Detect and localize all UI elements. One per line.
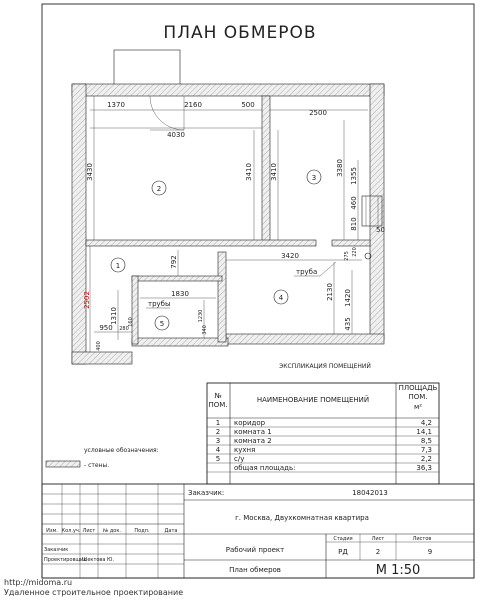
row-4-name: кухня bbox=[234, 446, 256, 454]
dim-50: 50 bbox=[376, 226, 385, 234]
header-area-line2: ПОМ. bbox=[408, 393, 428, 401]
room-1-number: 1 bbox=[115, 262, 121, 270]
col-doc: № док. bbox=[103, 528, 121, 534]
partition-bath-left bbox=[132, 276, 138, 344]
dim-792: 792 bbox=[170, 255, 178, 269]
watermark-url[interactable]: http://midoma.ru bbox=[4, 578, 73, 587]
dim-4030: 4030 bbox=[167, 131, 185, 139]
customer-value: 18042013 bbox=[352, 489, 388, 497]
explication-title: ЭКСПЛИКАЦИЯ ПОМЕЩЕНИЙ bbox=[279, 363, 371, 370]
pipe-label-1: труба bbox=[296, 268, 318, 276]
dim-3420: 3420 bbox=[281, 252, 299, 260]
col-data: Дата bbox=[164, 528, 178, 534]
row-5-no: 5 bbox=[215, 455, 221, 463]
dim-2500: 2500 bbox=[309, 109, 327, 117]
row-2-name: комната 1 bbox=[234, 428, 272, 436]
dim-3380: 3380 bbox=[336, 159, 344, 177]
partition-horizontal bbox=[86, 240, 316, 246]
dim-460: 460 bbox=[350, 196, 358, 210]
balcony bbox=[114, 50, 180, 86]
project-type: Рабочий проект bbox=[225, 546, 285, 554]
door-swing bbox=[150, 96, 184, 130]
dim-340: 340 bbox=[202, 325, 208, 335]
dim-400: 400 bbox=[96, 341, 102, 351]
address: г. Москва, Двухкомнатная квартира bbox=[235, 514, 369, 522]
dim-500: 500 bbox=[241, 101, 255, 109]
dim-160: 160 bbox=[128, 317, 134, 327]
stage-label: Стадия bbox=[333, 536, 353, 542]
row-1-area: 4,2 bbox=[420, 419, 432, 427]
wall-top bbox=[72, 84, 384, 96]
col-podp: Подп. bbox=[134, 528, 150, 534]
row-5-area: 2,2 bbox=[420, 455, 432, 463]
row-3-name: комната 2 bbox=[234, 437, 272, 445]
floor-plan bbox=[72, 50, 385, 364]
legend-title: условные обозначения: bbox=[84, 447, 159, 454]
designer-label: Проектировщик bbox=[44, 557, 87, 563]
pipe-label-2: трубы bbox=[148, 300, 171, 308]
dim-3430: 3430 bbox=[86, 163, 94, 181]
row-4-area: 7,3 bbox=[420, 446, 432, 454]
dim-2130: 2130 bbox=[326, 283, 334, 301]
total-value: 36,3 bbox=[416, 464, 432, 472]
dim-3410-b: 3410 bbox=[270, 163, 278, 181]
room-4-number: 4 bbox=[278, 294, 284, 302]
room-5-number: 5 bbox=[159, 320, 165, 328]
designer-name: Шектова Ю. bbox=[82, 557, 115, 563]
wall-bottom-bath bbox=[132, 338, 228, 346]
row-4-no: 4 bbox=[215, 446, 221, 454]
header-no-line1: № bbox=[214, 392, 222, 400]
drawing-name: План обмеров bbox=[229, 566, 281, 574]
dim-810: 810 bbox=[350, 217, 358, 231]
dim-1420: 1420 bbox=[344, 289, 352, 307]
header-area-line1: ПЛОЩАДЬ bbox=[398, 384, 438, 392]
row-2-no: 2 bbox=[215, 428, 221, 436]
col-koluch: Кол.уч. bbox=[61, 528, 81, 534]
sheet-value: 2 bbox=[375, 548, 381, 556]
sheets-label: Листов bbox=[412, 536, 432, 542]
header-name: НАИМЕНОВАНИЕ ПОМЕЩЕНИЙ bbox=[256, 396, 370, 404]
wall-bottom-left bbox=[72, 352, 132, 364]
sheets-value: 9 bbox=[427, 548, 433, 556]
partition-horizontal-right bbox=[332, 240, 370, 246]
dim-2502: 2502 bbox=[83, 291, 91, 309]
row-3-area: 8,5 bbox=[420, 437, 432, 445]
room-2-number: 2 bbox=[156, 185, 162, 193]
dim-2160: 2160 bbox=[184, 101, 202, 109]
dim-1830: 1830 bbox=[171, 290, 189, 298]
dim-1230: 1230 bbox=[198, 309, 204, 323]
row-1-no: 1 bbox=[215, 419, 221, 427]
partition-kitchen bbox=[218, 252, 226, 342]
dim-280: 280 bbox=[119, 326, 129, 332]
customer-label: Заказчик: bbox=[188, 489, 225, 497]
dim-1310: 1310 bbox=[110, 307, 118, 325]
legend bbox=[46, 447, 159, 469]
dim-435: 435 bbox=[344, 317, 352, 331]
dim-1370: 1370 bbox=[107, 101, 125, 109]
total-label: общая площадь: bbox=[234, 464, 296, 472]
header-no-line2: ПОМ. bbox=[208, 401, 228, 409]
col-list: Лист bbox=[82, 528, 96, 534]
row-2-area: 14,1 bbox=[416, 428, 432, 436]
dim-275: 275 bbox=[344, 251, 350, 261]
room-3-number: 3 bbox=[311, 174, 317, 182]
wall-bottom-kitchen bbox=[226, 334, 384, 344]
partition-2-3 bbox=[262, 96, 270, 242]
wall-left bbox=[72, 84, 86, 364]
stage-value: РД bbox=[338, 548, 348, 556]
drawing-title: ПЛАН ОБМЕРОВ bbox=[163, 23, 317, 43]
explication-table bbox=[207, 383, 439, 484]
sheet-label: Лист bbox=[371, 536, 385, 542]
legend-walls: - стены. bbox=[84, 462, 110, 469]
col-izm: Изм. bbox=[46, 528, 58, 534]
legend-wall-swatch bbox=[46, 461, 80, 467]
dim-220: 220 bbox=[352, 247, 358, 257]
row-5-name: с/у bbox=[234, 455, 245, 463]
title-block bbox=[42, 484, 474, 578]
executor-label: Заказчик bbox=[44, 547, 69, 553]
scale: М 1:50 bbox=[375, 563, 421, 578]
row-3-no: 3 bbox=[215, 437, 221, 445]
watermark-text: Удаленное строительное проектирование bbox=[4, 588, 184, 597]
dim-950: 950 bbox=[99, 324, 113, 332]
header-area-line3: м² bbox=[413, 403, 423, 411]
dim-3410-a: 3410 bbox=[245, 163, 253, 181]
dim-1355: 1355 bbox=[350, 167, 358, 185]
row-1-name: коридор bbox=[234, 419, 266, 427]
partition-bath-top bbox=[132, 276, 222, 281]
